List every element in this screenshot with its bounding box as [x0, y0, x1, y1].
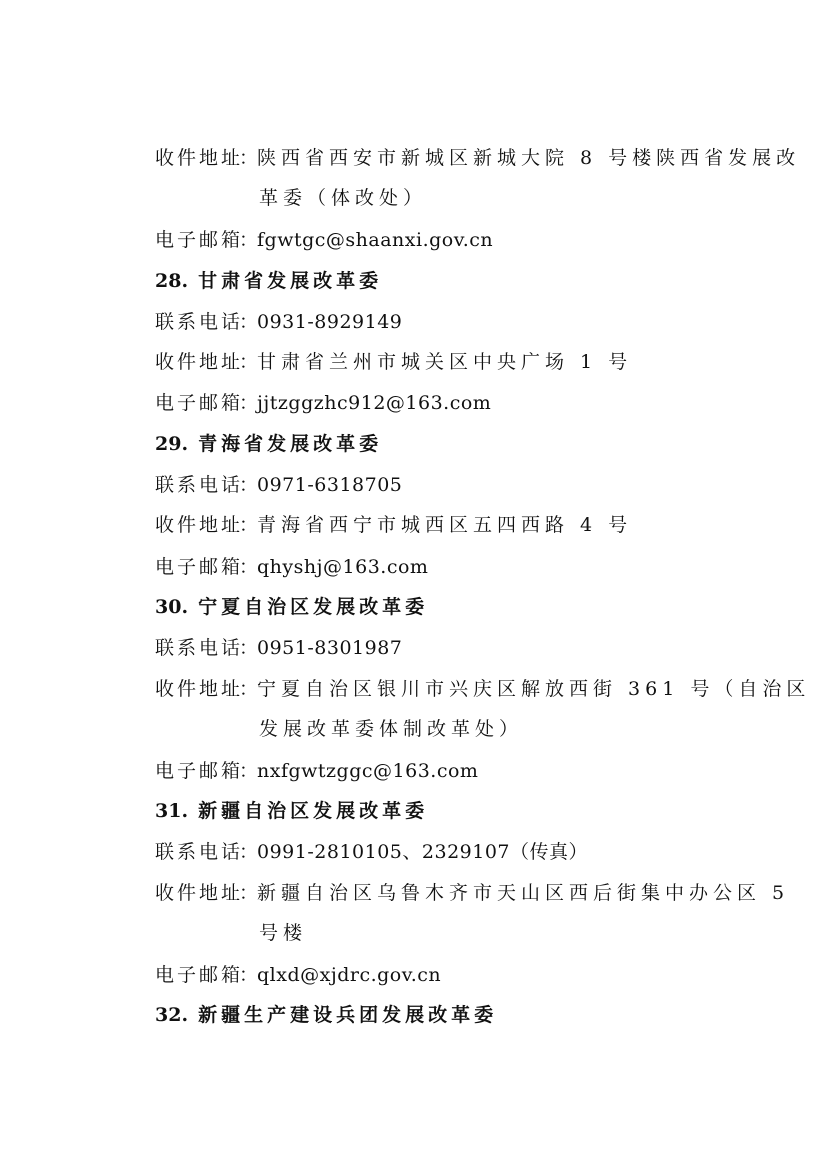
- email-label: 电子邮箱: [155, 964, 244, 986]
- address-continuation-27: 革委（体改处）: [259, 187, 428, 209]
- section-number: 29.: [155, 433, 189, 455]
- section-number: 28.: [155, 270, 189, 292]
- address-continuation-30: 发展改革委体制改革处）: [259, 718, 524, 740]
- phone-value: 0971-6318705: [257, 474, 403, 496]
- address-line-28: [155, 350, 632, 374]
- address-value: 宁夏自治区银川市兴庆区解放西街 361 号（自治区: [257, 678, 811, 700]
- email-value: qlxd@xjdrc.gov.cn: [257, 964, 442, 986]
- colon: ：: [239, 678, 259, 700]
- email-line-28: [155, 391, 491, 415]
- phone-value: 0931-8929149: [257, 311, 403, 333]
- phone-line-28: [155, 310, 402, 334]
- phone-label: 联系电话: [155, 311, 244, 333]
- colon: ：: [239, 841, 259, 863]
- colon: ：: [239, 760, 259, 782]
- section-name: 青海省发展改革委: [198, 433, 383, 455]
- section-heading-32: [155, 1003, 497, 1027]
- address-line-27: [155, 146, 800, 170]
- email-value: jjtzggzhc912@163.com: [257, 392, 492, 414]
- section-heading-28: [155, 269, 382, 293]
- section-name: 新疆生产建设兵团发展改革委: [198, 1004, 498, 1026]
- section-heading-29: [155, 432, 382, 456]
- colon: ：: [239, 882, 259, 904]
- email-line-27: [155, 228, 493, 252]
- colon: ：: [239, 229, 259, 251]
- email-line-31: [155, 963, 441, 987]
- colon: ：: [239, 964, 259, 986]
- section-number: 32.: [155, 1004, 189, 1026]
- email-value: fgwtgc@shaanxi.gov.cn: [257, 229, 494, 251]
- address-value: 青海省西宁市城西区五四西路 4 号: [257, 514, 633, 536]
- phone-label: 联系电话: [155, 841, 244, 863]
- phone-line-30: [155, 636, 402, 660]
- address-label: 收件地址: [155, 882, 244, 904]
- address-value: 陕西省西安市新城区新城大院 8 号楼陕西省发展改: [257, 147, 801, 169]
- address-line-29: [155, 513, 632, 537]
- section-name: 甘肃省发展改革委: [198, 270, 383, 292]
- phone-value: 0951-8301987: [257, 637, 403, 659]
- section-number: 31.: [155, 800, 189, 822]
- email-label: 电子邮箱: [155, 556, 244, 578]
- phone-value: 0991-2810105、2329107（传真）: [257, 841, 589, 863]
- address-continuation-31: 号楼: [259, 922, 308, 944]
- address-value: 甘肃省兰州市城关区中央广场 1 号: [257, 351, 633, 373]
- colon: ：: [239, 392, 259, 414]
- section-name: 新疆自治区发展改革委: [198, 800, 429, 822]
- address-label: 收件地址: [155, 351, 244, 373]
- address-label: 收件地址: [155, 678, 244, 700]
- colon: ：: [239, 311, 259, 333]
- colon: ：: [239, 147, 259, 169]
- address-label: 收件地址: [155, 147, 244, 169]
- email-label: 电子邮箱: [155, 392, 244, 414]
- address-line-31: [155, 881, 789, 905]
- phone-label: 联系电话: [155, 474, 244, 496]
- section-number: 30.: [155, 596, 189, 618]
- colon: ：: [239, 474, 259, 496]
- email-label: 电子邮箱: [155, 229, 244, 251]
- colon: ：: [239, 514, 259, 536]
- email-line-29: [155, 555, 428, 579]
- email-label: 电子邮箱: [155, 760, 244, 782]
- email-value: qhyshj@163.com: [257, 556, 429, 578]
- colon: ：: [239, 351, 259, 373]
- section-heading-31: [155, 799, 428, 823]
- phone-line-29: [155, 473, 402, 497]
- section-name: 宁夏自治区发展改革委: [198, 596, 429, 618]
- phone-label: 联系电话: [155, 637, 244, 659]
- email-value: nxfgwtzggc@163.com: [257, 760, 479, 782]
- email-line-30: [155, 759, 478, 783]
- section-heading-30: [155, 595, 428, 619]
- address-line-30: [155, 677, 810, 701]
- address-value: 新疆自治区乌鲁木齐市天山区西后街集中办公区 5: [257, 882, 790, 904]
- colon: ：: [239, 637, 259, 659]
- address-label: 收件地址: [155, 514, 244, 536]
- colon: ：: [239, 556, 259, 578]
- phone-line-31: [155, 840, 588, 864]
